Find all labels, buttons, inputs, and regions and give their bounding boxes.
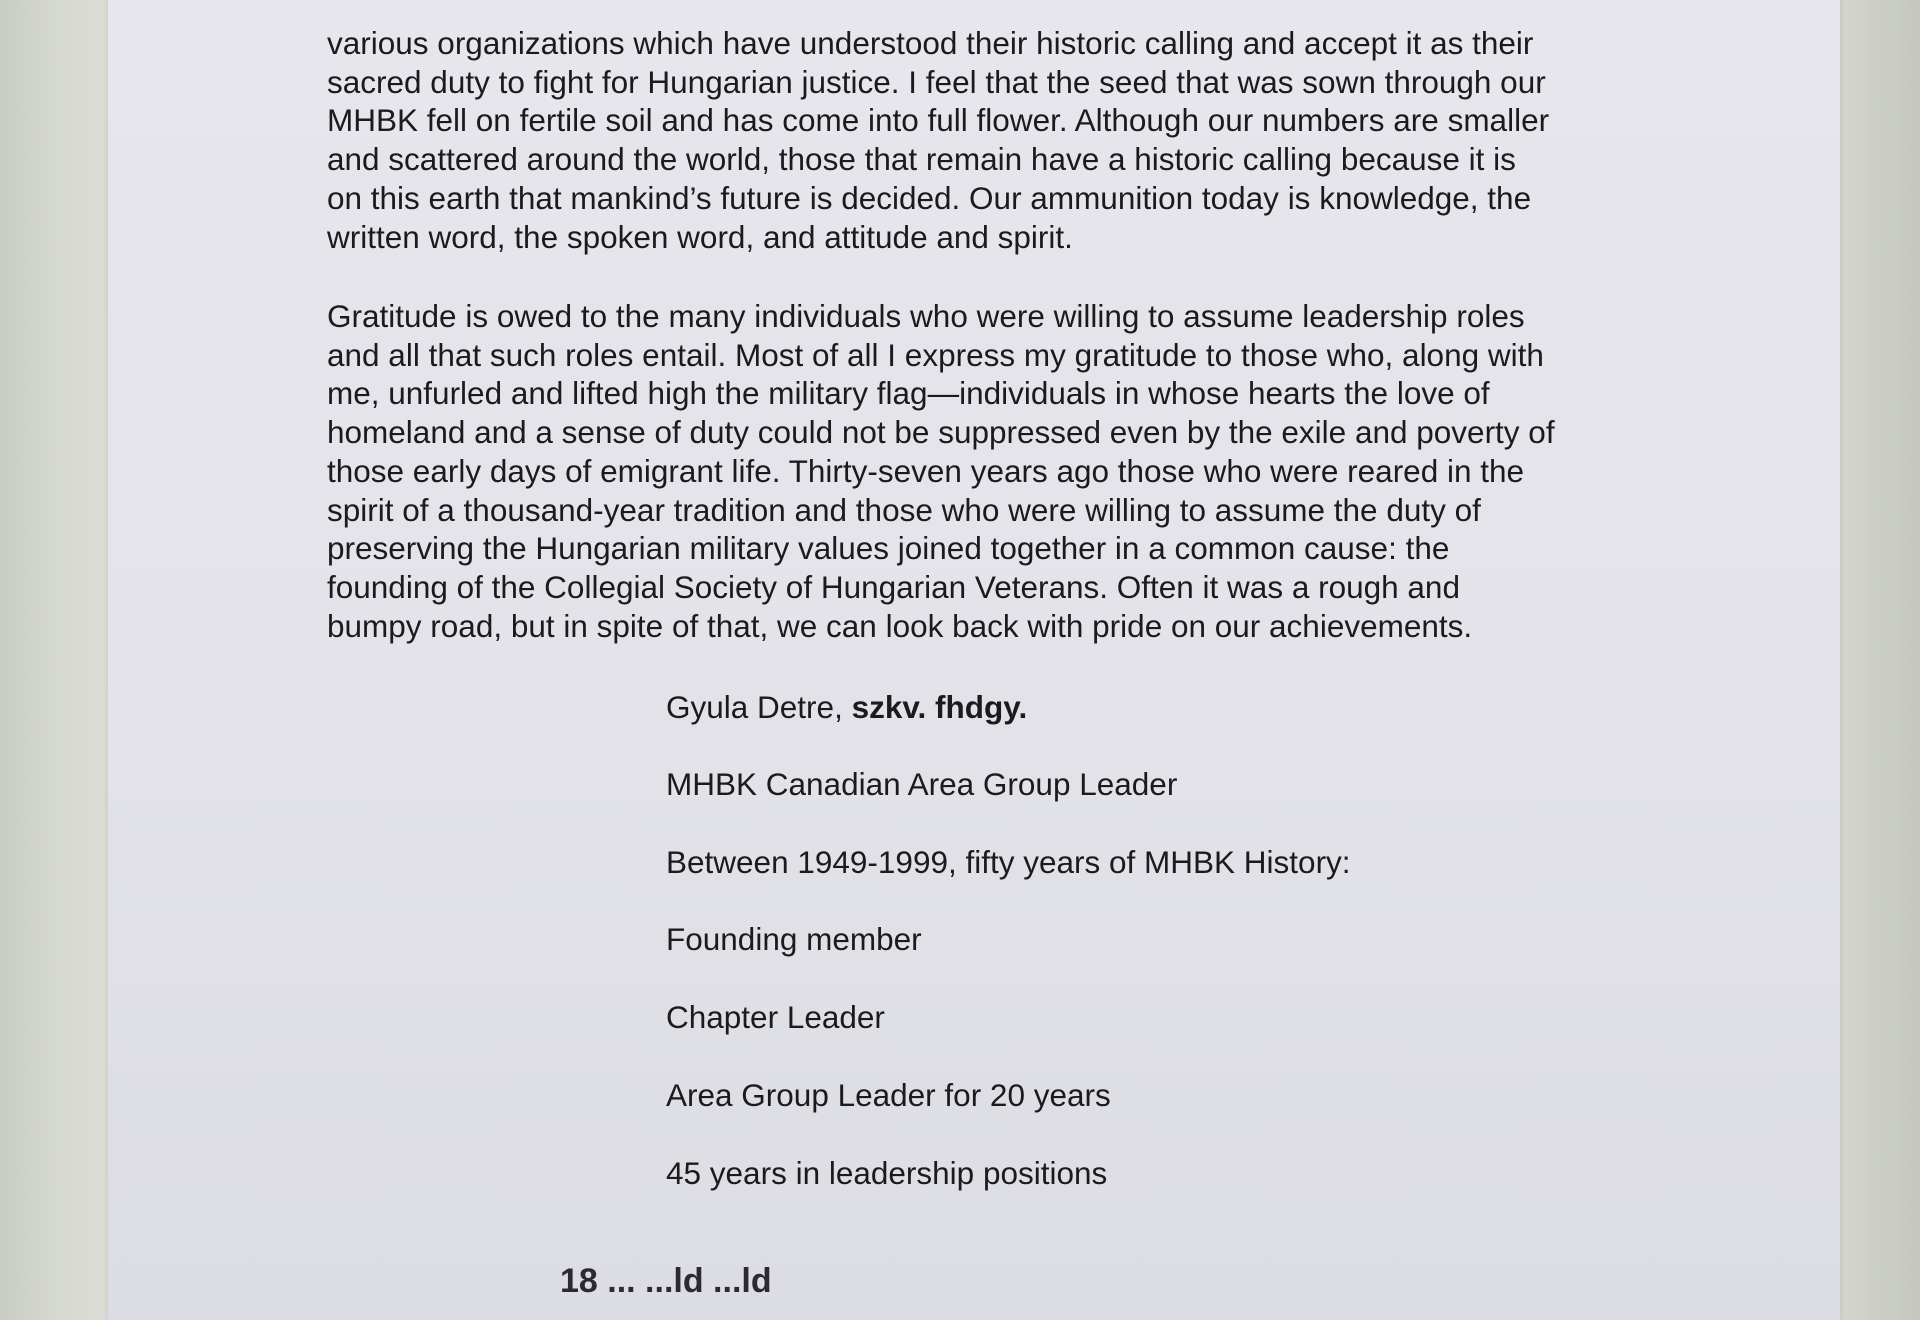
signature-detail-chapter: Chapter Leader xyxy=(666,999,885,1035)
paragraph-line: me, unfurled and lifted high the military flag—individuals in whose hearts the love of xyxy=(327,375,1490,412)
signature-detail-founding: Founding member xyxy=(666,921,922,957)
paragraph-line: spirit of a thousand-year tradition and those who were willing to assume the duty of xyxy=(327,491,1481,528)
paragraph-line: and scattered around the world, those that remain have a historic calling because it is xyxy=(327,141,1516,178)
paragraph-line: bumpy road, but in spite of that, we can look back with pride on our achievements. xyxy=(327,607,1473,644)
signature-detail-role: MHBK Canadian Area Group Leader xyxy=(666,766,1178,802)
paragraph-line: homeland and a sense of duty could not be suppressed even by the exile and poverty of xyxy=(327,414,1555,451)
paragraph-line: on this earth that mankind’s future is decided. Our ammunition today is knowledge, the xyxy=(327,179,1532,216)
paragraph-line: and all that such roles entail. Most of all I express my gratitude to those who, along with xyxy=(327,336,1544,373)
paragraph-line: those early days of emigrant life. Thirty-seven years ago those who were reared in the xyxy=(327,452,1525,489)
paragraph-line: various organizations which have understood their historic calling and accept it as their xyxy=(327,25,1534,61)
paragraph-line: founding of the Collegial Society of Hungarian Veterans. Often it was a rough and xyxy=(327,568,1460,605)
signature-detail-area-group: Area Group Leader for 20 years xyxy=(666,1077,1111,1113)
signer-rank: szkv. fhdgy. xyxy=(851,689,1028,725)
paragraph-line: MHBK fell on fertile soil and has come into full flower. Although our numbers are smaller xyxy=(327,102,1550,139)
paragraph-line: preserving the Hungarian military values joined together in a common cause: the xyxy=(327,530,1450,567)
signature-name xyxy=(666,688,1027,726)
cut-off-heading: 18 ... ...ld ...ld xyxy=(560,1262,772,1300)
body-paragraph-1 xyxy=(327,24,1667,256)
signature-detail-leadership: 45 years in leadership positions xyxy=(666,1155,1108,1191)
signature-detail-history: Between 1949-1999, fifty years of MHBK History: xyxy=(666,844,1351,880)
body-paragraph-2 xyxy=(327,297,1667,645)
signer-name: Gyula Detre, xyxy=(666,689,852,725)
paragraph-line: written word, the spoken word, and attitude and spirit. xyxy=(327,218,1073,255)
paragraph-line: Gratitude is owed to the many individuals who were willing to assume leadership roles xyxy=(327,298,1525,334)
paragraph-line: sacred duty to fight for Hungarian justice. I feel that the seed that was sown through our xyxy=(327,63,1546,100)
